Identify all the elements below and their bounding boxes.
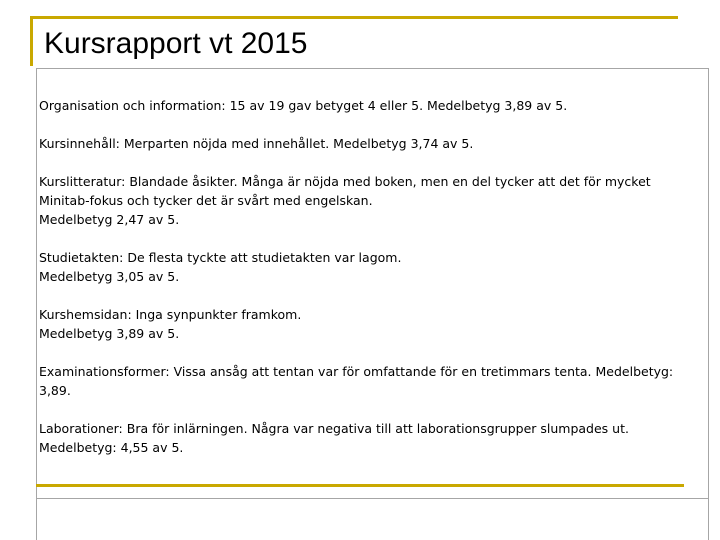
paragraph-line: Laborationer: Bra för inlärningen. Några var negativa till att laborationsgrupper slumpades ut. <box>39 421 629 436</box>
paragraph-kurslitteratur <box>39 172 704 229</box>
paragraph-line: Medelbetyg 3,89 av 5. <box>39 326 180 341</box>
paragraph-line: Examinationsformer: Vissa ansåg att tentan var för omfattande för en tretimmars tenta. Medelbetyg: <box>39 364 674 379</box>
paragraph-line: Studietakten: De flesta tyckte att studietakten var lagom. <box>39 250 402 265</box>
paragraph-line: Minitab-fokus och tycker det är svårt med engelskan. <box>39 193 373 208</box>
body-text <box>39 96 704 457</box>
paragraph-line: Medelbetyg: 4,55 av 5. <box>39 440 184 455</box>
paragraph-line: Organisation och information: 15 av 19 gav betyget 4 eller 5. Medelbetyg 3,89 av 5. <box>39 98 568 113</box>
slide-title: Kursrapport vt 2015 <box>44 27 308 60</box>
paragraph-line: Kurshemsidan: Inga synpunkter framkom. <box>39 307 302 322</box>
paragraph-line: Medelbetyg 2,47 av 5. <box>39 212 180 227</box>
paragraph-kurshemsidan <box>39 305 704 343</box>
paragraph-line: 3,89. <box>39 383 71 398</box>
paragraph-line: Medelbetyg 3,05 av 5. <box>39 269 180 284</box>
title-accent-line-top <box>30 16 678 19</box>
paragraph-examinationsformer <box>39 362 704 400</box>
paragraph-studietakten <box>39 248 704 286</box>
paragraph-line: Kursinnehåll: Merparten nöjda med innehållet. Medelbetyg 3,74 av 5. <box>39 136 474 151</box>
content-accent-line <box>36 484 684 487</box>
paragraph-kursinnehall <box>39 134 704 153</box>
paragraph-organisation <box>39 96 704 115</box>
content-frame-divider <box>36 498 709 499</box>
title-accent-line-left <box>30 16 33 66</box>
paragraph-laborationer <box>39 419 704 457</box>
paragraph-line: Kurslitteratur: Blandade åsikter. Många är nöjda med boken, men en del tycker att det för mycket <box>39 174 651 189</box>
